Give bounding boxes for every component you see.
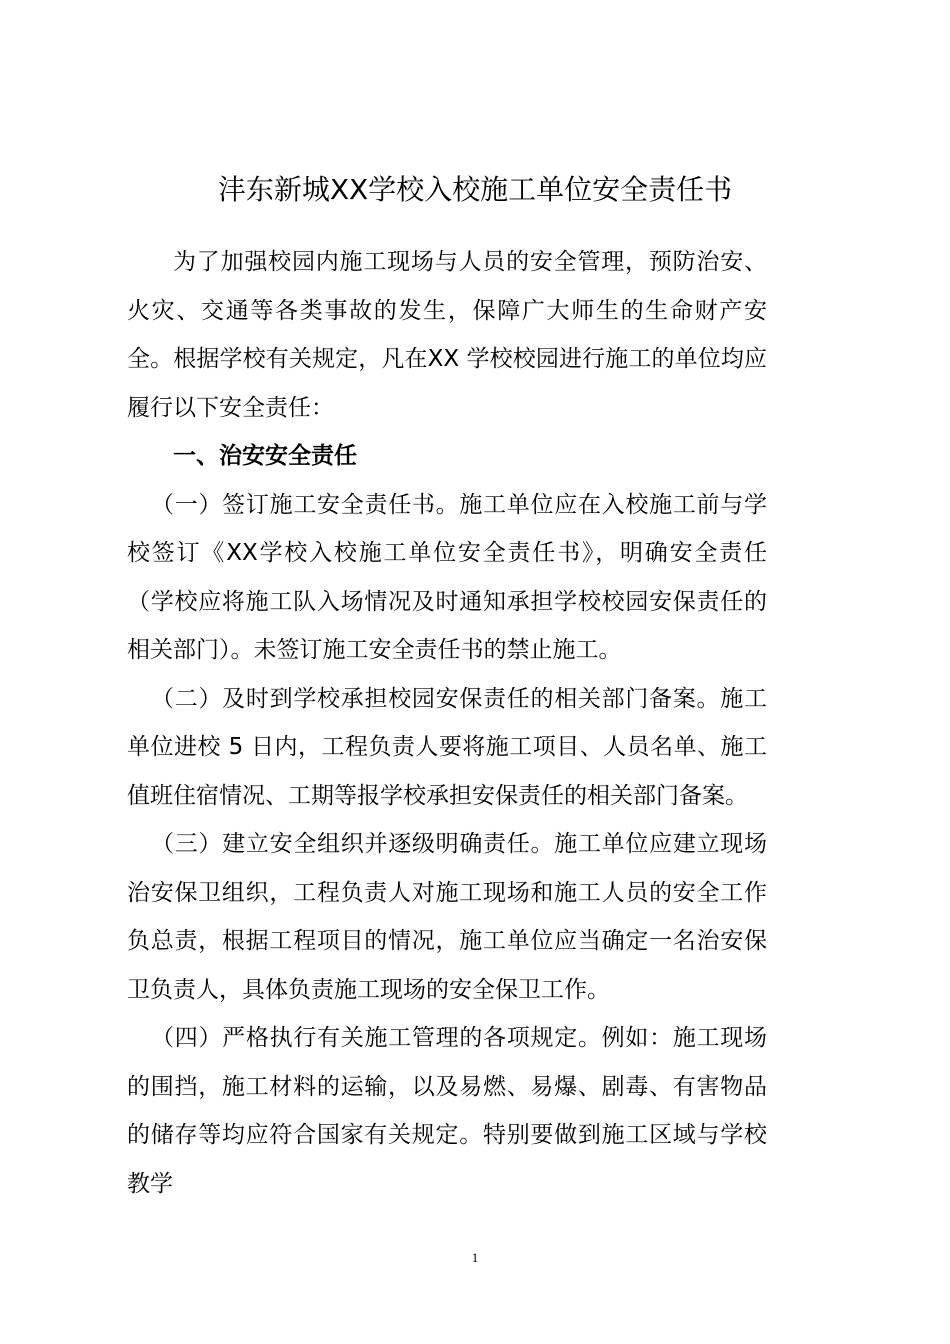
clause-2-paragraph: （二）及时到学校承担校园安保责任的相关部门备案。施工单位进校 5 日内，工程负责人要将施工项目、人员名单、施工值班住宿情况、工期等报学校承担安保责任的相关部门备案。 [127, 685, 767, 809]
clause-4-paragraph: （四）严格执行有关施工管理的各项规定。例如：施工现场的围挡，施工材料的运输，以及易燃、易爆、剧毒、有害物品的储存等均应符合国家有关规定。特别要做到施工区域与学校教学 [127, 1025, 767, 1197]
clause-3-paragraph: （三）建立安全组织并逐级明确责任。施工单位应建立现场治安保卫组织，工程负责人对施工现场和施工人员的安全工作负总责，根据工程项目的情况，施工单位应当确定一名治安保卫负责人，具体负责施工现场的安全保卫工作。 [127, 831, 767, 1003]
document-body [127, 238, 767, 1208]
section-heading-public-security: 一、治安安全责任 [173, 443, 357, 469]
intro-paragraph: 为了加强校园内施工现场与人员的安全管理，预防治安、火灾、交通等各类事故的发生，保障广大师生的生命财产安全。根据学校有关规定，凡在XX 学校校园进行施工的单位均应履行以下安全责任： [127, 249, 767, 421]
clause-1-paragraph: （一）签订施工安全责任书。施工单位应在入校施工前与学校签订《XX学校入校施工单位安全责任书》，明确安全责任（学校应将施工队入场情况及时通知承担学校校园安保责任的相关部门）。未签订施工安全责任书的禁止施工。 [127, 491, 767, 663]
page-number: 1 [471, 1250, 479, 1265]
document-title: 沣东新城XX学校入校施工单位安全责任书 [217, 173, 733, 206]
